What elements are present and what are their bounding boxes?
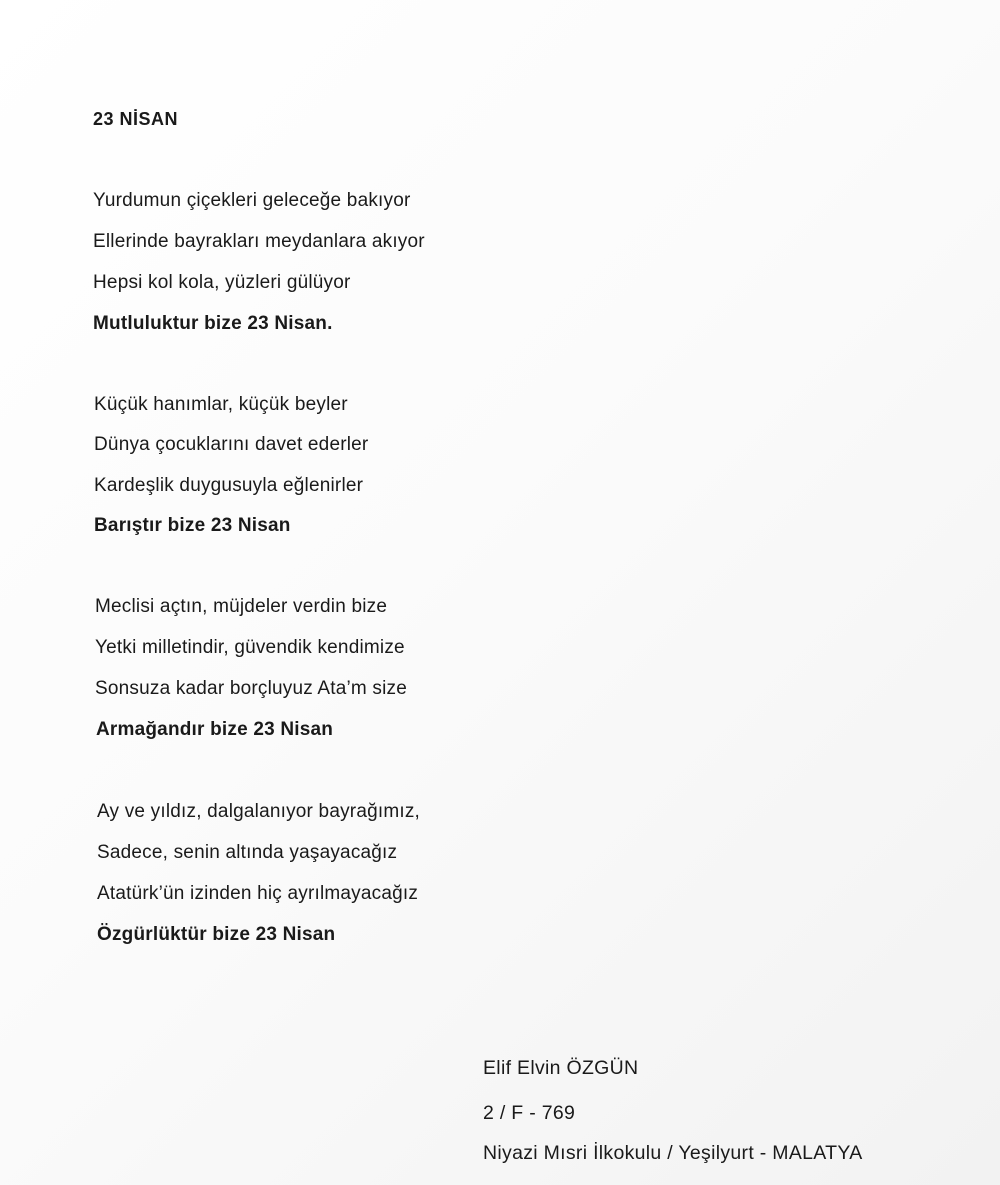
stanza-2-line-3: Kardeşlik duygusuyla eğlenirler (94, 475, 364, 496)
stanza-1-line-2: Ellerinde bayrakları meydanlara akıyor (93, 231, 425, 252)
stanza-2-line-2: Dünya çocuklarını davet ederler (94, 434, 369, 455)
stanza-3-line-1: Meclisi açtın, müjdeler verdin bize (95, 596, 388, 617)
author-class-number: 2 / F - 769 (483, 1102, 576, 1124)
stanza-3-line-3: Sonsuza kadar borçluyuz Ata’m size (95, 678, 408, 699)
stanza-1-refrain: Mutluluktur bize 23 Nisan. (93, 313, 333, 334)
stanza-2-line-1: Küçük hanımlar, küçük beyler (94, 394, 348, 415)
stanza-4-refrain: Özgürlüktür bize 23 Nisan (97, 924, 336, 945)
stanza-4-line-1: Ay ve yıldız, dalgalanıyor bayrağımız, (97, 801, 421, 822)
stanza-3-refrain: Armağandır bize 23 Nisan (96, 719, 334, 740)
author-school: Niyazi Mısri İlkokulu / Yeşilyurt - MALATYA (483, 1142, 863, 1164)
poem-title: 23 NİSAN (93, 109, 179, 129)
stanza-4-line-3: Atatürk’ün izinden hiç ayrılmayacağız (97, 883, 419, 904)
stanza-4-line-2: Sadece, senin altında yaşayacağız (97, 842, 398, 863)
author-name: Elif Elvin ÖZGÜN (483, 1057, 639, 1079)
stanza-1-line-1: Yurdumun çiçekleri geleceğe bakıyor (93, 190, 411, 211)
stanza-1-line-3: Hepsi kol kola, yüzleri gülüyor (93, 272, 351, 293)
stanza-2-refrain: Barıştır bize 23 Nisan (94, 515, 291, 536)
stanza-3-line-2: Yetki milletindir, güvendik kendimize (95, 637, 405, 658)
